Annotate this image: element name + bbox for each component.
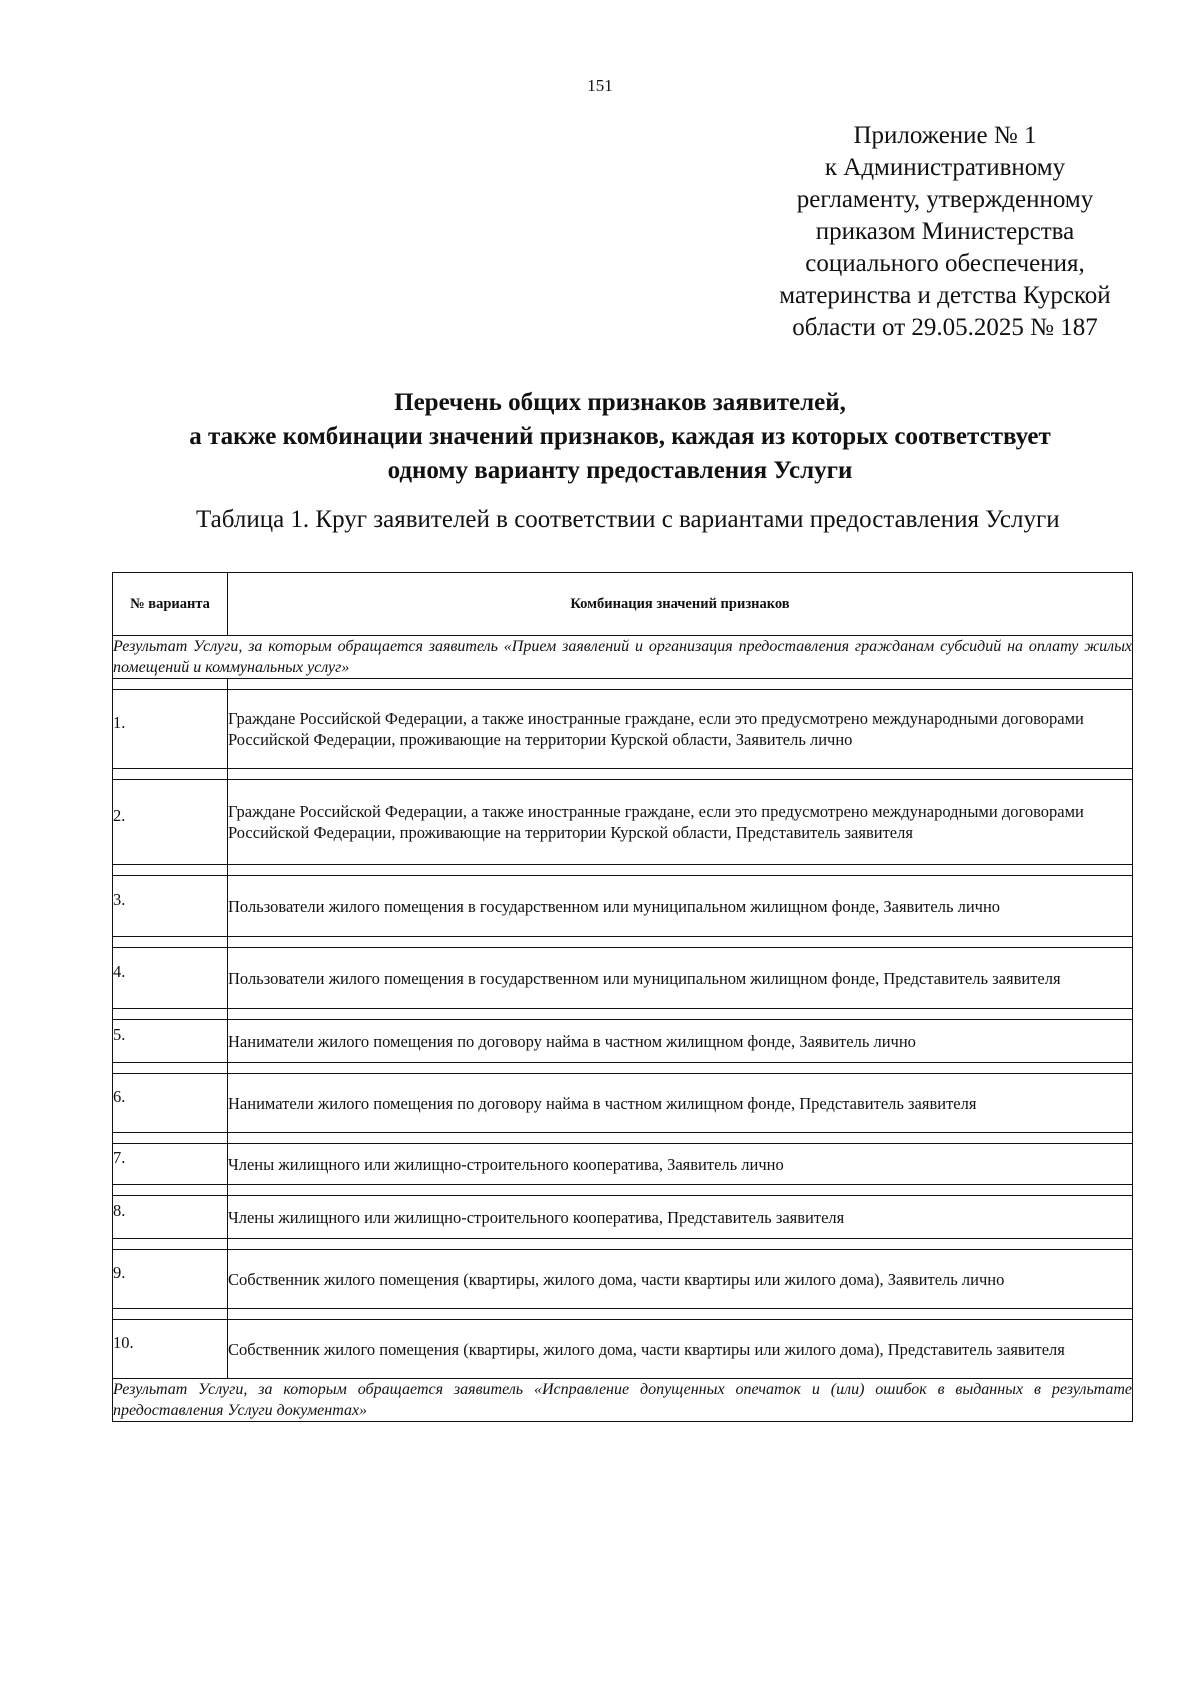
table-row: [113, 1144, 1133, 1185]
variant-number-cell: [113, 1320, 228, 1379]
spacer-cell: [228, 1133, 1133, 1144]
variant-combination: Члены жилищного или жилищно-строительного кооператива, Представитель заявителя: [228, 1196, 1133, 1239]
spacer-cell: [113, 865, 228, 876]
spacer-cell: [113, 937, 228, 948]
row-spacer: [113, 1239, 1133, 1250]
title-line: а также комбинации значений признаков, каждая из которых соответствует: [189, 423, 1051, 450]
spacer-cell: [113, 769, 228, 780]
spacer-cell: [113, 1309, 228, 1320]
spacer-cell: [113, 679, 228, 690]
row-spacer: [113, 1009, 1133, 1020]
variant-number-cell: [113, 1020, 228, 1063]
variant-number-cell: [113, 876, 228, 937]
variant-number: 6.: [113, 1086, 126, 1106]
row-spacer: [113, 679, 1133, 690]
variant-number: 4.: [113, 961, 126, 981]
variant-number-cell: [113, 1196, 228, 1239]
appendix-line: материнства и детства Курской: [779, 282, 1111, 309]
title-line: Перечень общих признаков заявителей,: [394, 389, 846, 416]
section-row: [113, 1379, 1133, 1422]
spacer-cell: [228, 769, 1133, 780]
appendix-line: к Административному: [824, 154, 1066, 181]
spacer-cell: [228, 937, 1133, 948]
row-spacer: [113, 1133, 1133, 1144]
section-title: Результат Услуги, за которым обращается заявитель «Исправление допущенных опечаток и (или) ошибок в выданных в результате предоставления Услуги документах»: [113, 1379, 1133, 1422]
table-row: [113, 1074, 1133, 1133]
variant-number: 9.: [113, 1262, 126, 1282]
table-row: [113, 690, 1133, 769]
variant-combination: Наниматели жилого помещения по договору найма в частном жилищном фонде, Представитель заявителя: [228, 1074, 1133, 1133]
row-spacer: [113, 865, 1133, 876]
variant-combination: Пользователи жилого помещения в государственном или муниципальном жилищном фонде, Заявитель лично: [228, 876, 1133, 937]
table-row: [113, 948, 1133, 1009]
table-row: [113, 1320, 1133, 1379]
spacer-cell: [228, 1309, 1133, 1320]
spacer-cell: [113, 1185, 228, 1196]
variants-table: [112, 572, 1133, 1422]
variant-number: 5.: [113, 1024, 126, 1044]
spacer-cell: [113, 1239, 228, 1250]
document-title: [110, 386, 1130, 488]
spacer-cell: [228, 865, 1133, 876]
table-row: [113, 876, 1133, 937]
table-header-row: [113, 573, 1133, 636]
variant-number-cell: [113, 1250, 228, 1309]
row-spacer: [113, 1185, 1133, 1196]
appendix-line: приказом Министерства: [815, 218, 1075, 245]
row-spacer: [113, 937, 1133, 948]
variant-combination: Наниматели жилого помещения по договору найма в частном жилищном фонде, Заявитель лично: [228, 1020, 1133, 1063]
section-row: [113, 636, 1133, 679]
header-variant-number: № варианта: [113, 573, 228, 636]
variant-number: 1.: [113, 712, 126, 732]
spacer-cell: [228, 679, 1133, 690]
title-line: одному варианту предоставления Услуги: [387, 457, 853, 484]
spacer-cell: [113, 1063, 228, 1074]
variant-combination: Члены жилищного или жилищно-строительного кооператива, Заявитель лично: [228, 1144, 1133, 1185]
header-combination: Комбинация значений признаков: [228, 573, 1133, 636]
spacer-cell: [228, 1009, 1133, 1020]
variant-combination: Пользователи жилого помещения в государственном или муниципальном жилищном фонде, Представитель заявителя: [228, 948, 1133, 1009]
variant-number-cell: [113, 948, 228, 1009]
table-row: [113, 1020, 1133, 1063]
variant-number: 7.: [113, 1147, 126, 1167]
appendix-line: социального обеспечения,: [805, 250, 1085, 277]
appendix-note: [740, 120, 1150, 344]
section-title: Результат Услуги, за которым обращается заявитель «Прием заявлений и организация предоставления гражданам субсидий на оплату жилых помещений и коммунальных услуг»: [113, 636, 1133, 679]
table-row: [113, 1196, 1133, 1239]
row-spacer: [113, 769, 1133, 780]
spacer-cell: [228, 1185, 1133, 1196]
row-spacer: [113, 1063, 1133, 1074]
variant-number-cell: [113, 1074, 228, 1133]
variant-number: 2.: [113, 805, 126, 825]
appendix-line: регламенту, утвержденному: [796, 186, 1094, 213]
appendix-line: Приложение № 1: [853, 122, 1037, 149]
table-row: [113, 1250, 1133, 1309]
spacer-cell: [113, 1133, 228, 1144]
page-number: 151: [587, 76, 613, 95]
spacer-cell: [113, 1009, 228, 1020]
table-row: [113, 780, 1133, 865]
table-caption: Таблица 1. Круг заявителей в соответствии с вариантами предоставления Услуги: [196, 506, 1060, 533]
variant-combination: Собственник жилого помещения (квартиры, жилого дома, части квартиры или жилого дома), Заявитель лично: [228, 1250, 1133, 1309]
spacer-cell: [228, 1063, 1133, 1074]
variant-number: 3.: [113, 889, 126, 909]
variant-number-cell: [113, 1144, 228, 1185]
variant-number-cell: [113, 690, 228, 769]
variant-number: 8.: [113, 1200, 126, 1220]
row-spacer: [113, 1309, 1133, 1320]
spacer-cell: [228, 1239, 1133, 1250]
appendix-line: области от 29.05.2025 № 187: [792, 314, 1098, 341]
variant-number-cell: [113, 780, 228, 865]
variant-number: 10.: [113, 1332, 134, 1352]
variant-combination: Собственник жилого помещения (квартиры, жилого дома, части квартиры или жилого дома), Представитель заявителя: [228, 1320, 1133, 1379]
variant-combination: Граждане Российской Федерации, а также иностранные граждане, если это предусмотрено международными договорами Российской Федерации, проживающие на территории Курской области, Заявитель лично: [228, 690, 1133, 769]
variant-combination: Граждане Российской Федерации, а также иностранные граждане, если это предусмотрено международными договорами Российской Федерации, проживающие на территории Курской области, Представитель заявителя: [228, 780, 1133, 865]
